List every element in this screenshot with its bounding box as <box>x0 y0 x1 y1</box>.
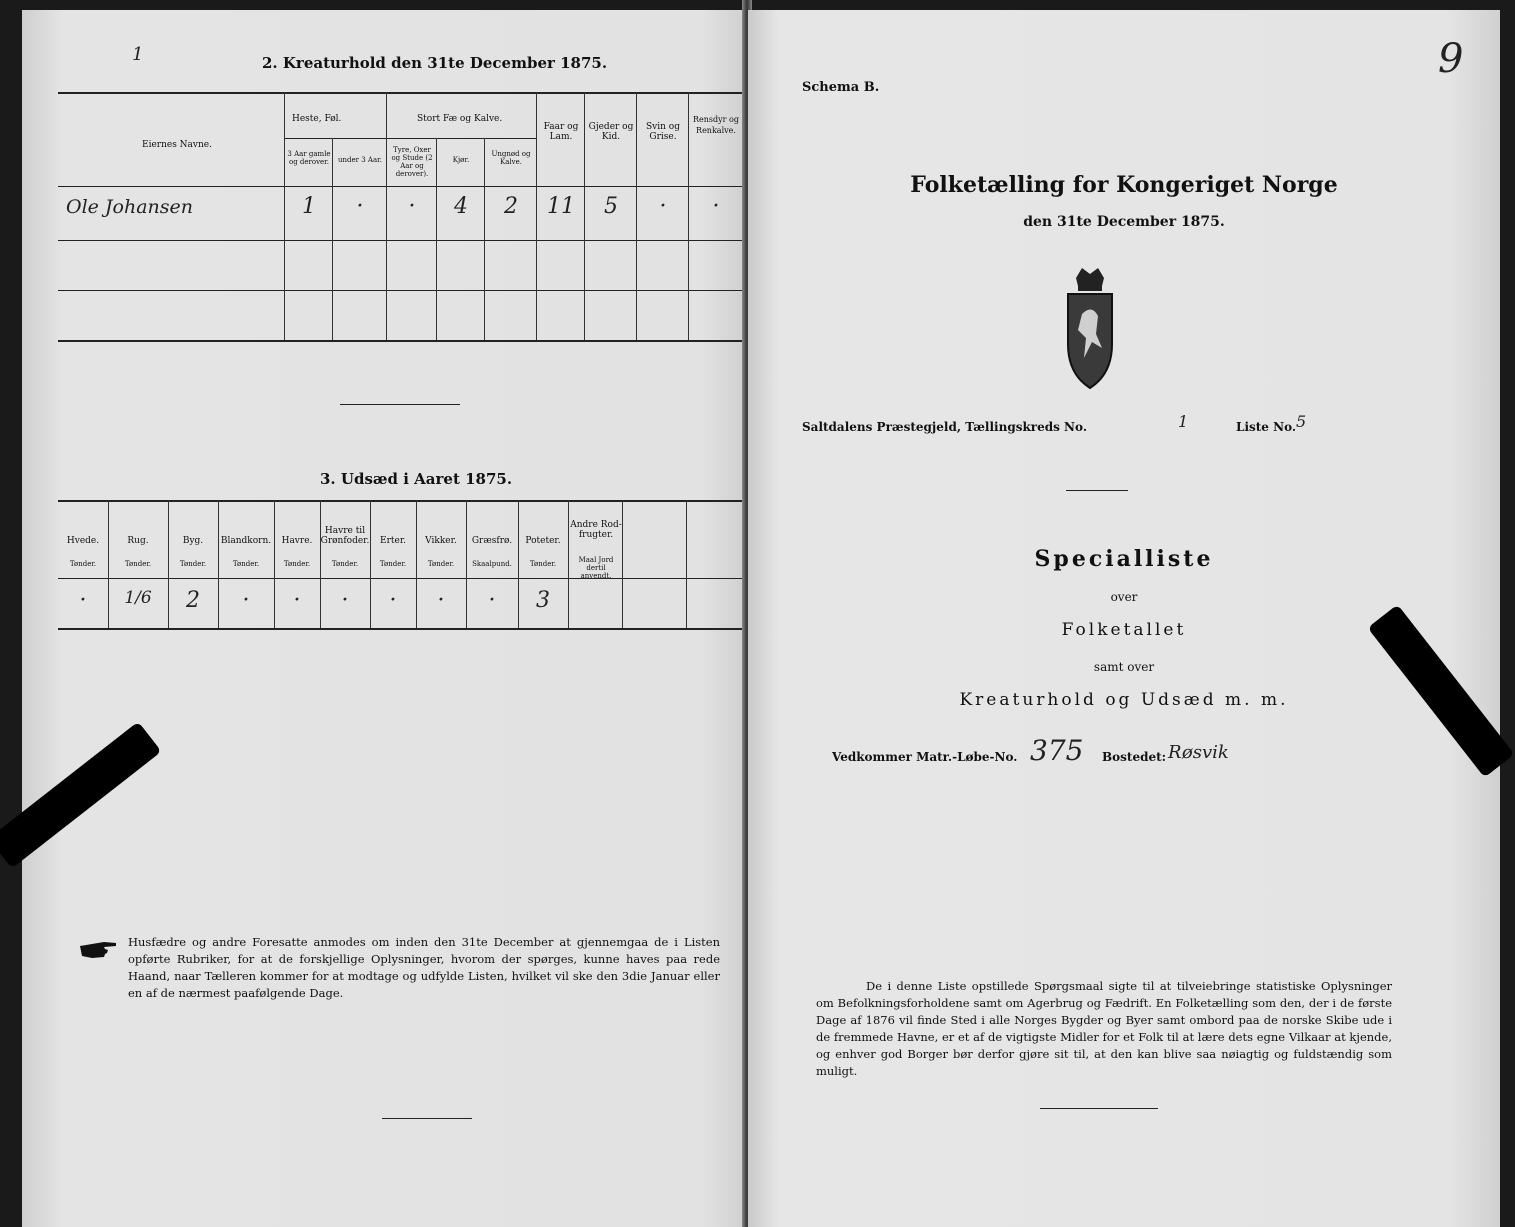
other-roots-unit: Maal Jord dertil anvendt. <box>578 556 614 580</box>
potatoes-header: Poteter. <box>525 536 561 546</box>
wheat-unit: Tønder. <box>69 560 97 568</box>
bottom-separator-line <box>382 1118 472 1119</box>
rye-header: Rug. <box>127 536 149 546</box>
grass-seed-header: Græsfrø. <box>471 536 513 546</box>
norway-coat-of-arms-icon <box>1062 264 1118 398</box>
horses-header: Heste, Føl. <box>292 114 342 124</box>
grass-seed-value: · <box>488 588 496 613</box>
horses-sub2-header: under 3 Aar. <box>338 156 382 164</box>
samt-over-text: samt over <box>1093 660 1155 674</box>
page-number: 9 <box>1438 36 1464 82</box>
cattle-sub1-header: Tyre, Oxer og Stude (2 Aar og derover). <box>391 146 433 178</box>
owner-name-value: Ole Johansen <box>66 196 194 218</box>
oats-unit: Tønder. <box>283 560 311 568</box>
oats-value: · <box>293 588 301 613</box>
vetch-value: · <box>437 588 445 613</box>
page-marker: 1 <box>132 44 144 65</box>
green-oats-header: Havre til Grønfoder. <box>320 526 370 546</box>
separator-line <box>340 404 460 405</box>
rye-unit: Tønder. <box>124 560 152 568</box>
purpose-paragraph: De i denne Liste opstillede Spørgsmaal sigte til at tilveiebringe statistiske Oplysninger om Befolkningsforholdene samt om Agerbrug og Fædrift. En Folketælling som den, der i de første Dage af 1876 vil finde Sted i alle Norges Bygder og Byer samt ombord paa de norske Skibe ude i de fremmede Havne, er et af de vigtigste Midler for et Folk til at lære dets egne Vilkaar at kjende, og enhver god Borger bør derfor gjøre sit til, at den kan blive saa nøiagtig og fuldstændig som muligt. <box>816 979 1392 1078</box>
other-roots-header: Andre Rod-frugter. <box>570 520 622 540</box>
reindeer-header: Rensdyr og Renkalve. <box>693 115 739 135</box>
left-page <box>22 10 748 1227</box>
owner-header: Eiernes Navne. <box>142 140 212 150</box>
livestock-value-4: 4 <box>454 194 468 219</box>
pointing-hand-icon <box>78 938 120 966</box>
over-text: over <box>1110 590 1138 604</box>
barley-header: Byg. <box>182 536 204 546</box>
cattle-header: Stort Fæ og Kalve. <box>417 114 503 124</box>
wheat-header: Hvede. <box>66 536 100 546</box>
vetch-header: Vikker. <box>425 536 457 546</box>
section2-title: 2. Kreaturhold den 31te December 1875. <box>262 54 608 72</box>
barley-value: 2 <box>186 588 200 613</box>
matr-value: 375 <box>1030 734 1084 767</box>
wheat-value: · <box>79 588 87 613</box>
bosted-value: Røsvik <box>1168 742 1229 763</box>
cattle-sub2-header: Kjør. <box>452 156 470 164</box>
mixed-grain-header: Blandkorn. <box>220 536 272 546</box>
district-label: Saltdalens Præstegjeld, Tællingskreds No. <box>802 420 1087 434</box>
grass-seed-unit: Skaalpund. <box>472 560 512 568</box>
vetch-unit: Tønder. <box>427 560 455 568</box>
green-oats-value: · <box>341 588 349 613</box>
kreaturhold-text: Kreaturhold og Udsæd m. m. <box>959 690 1289 710</box>
livestock-value-7: 5 <box>604 194 618 219</box>
specialliste-heading: Specialliste <box>1034 546 1214 572</box>
cattle-sub3-header: Ungnød og Kalve. <box>491 150 531 166</box>
peas-unit: Tønder. <box>379 560 407 568</box>
barley-unit: Tønder. <box>179 560 207 568</box>
footer-separator-line <box>1040 1108 1158 1109</box>
list-value: 5 <box>1296 412 1307 431</box>
section3-title: 3. Udsæd i Aaret 1875. <box>320 470 513 488</box>
pigs-header: Svin og Grise. <box>646 122 680 142</box>
green-oats-unit: Tønder. <box>331 560 359 568</box>
livestock-value-3: · <box>408 194 416 219</box>
peas-header: Erter. <box>380 536 406 546</box>
census-title: Folketælling for Kongeriget Norge <box>910 172 1338 198</box>
district-value: 1 <box>1178 412 1189 431</box>
livestock-value-2: · <box>356 194 364 219</box>
matr-label: Vedkommer Matr.-Løbe-No. <box>832 750 1018 764</box>
peas-value: · <box>389 588 397 613</box>
title-separator-line <box>1066 490 1128 491</box>
livestock-value-9: · <box>712 194 720 219</box>
goats-header: Gjeder og Kid. <box>588 122 634 142</box>
livestock-value-8: · <box>659 194 667 219</box>
sheep-header: Faar og Lam. <box>543 122 579 142</box>
oats-header: Havre. <box>281 536 313 546</box>
potatoes-value: 3 <box>536 588 550 613</box>
potatoes-unit: Tønder. <box>529 560 557 568</box>
mixed-grain-unit: Tønder. <box>232 560 260 568</box>
mixed-grain-value: · <box>242 588 250 613</box>
folketallet-text: Folketallet <box>1061 620 1187 640</box>
rye-value: 1/6 <box>124 588 152 608</box>
horses-sub1-header: 3 Aar gamle og derover. <box>287 150 331 166</box>
livestock-value-1: 1 <box>302 194 316 219</box>
livestock-value-5: 2 <box>504 194 518 219</box>
list-label: Liste No. <box>1236 420 1297 434</box>
instructions-notice: Husfædre og andre Foresatte anmodes om inden den 31te December at gjennemgaa de i Listen opførte Rubriker, for at de forskjellige Oplysninger, hvorom der spørges, kunne haves paa rede Haand, naar Tælleren kommer for at modtage og udfylde Listen, hvilket vil ske den 3die Januar eller en af de nærmest paafølgende Dage. <box>128 935 720 1000</box>
schema-label: Schema B. <box>802 80 880 95</box>
bosted-label: Bostedet: <box>1102 750 1167 764</box>
livestock-value-6: 11 <box>547 194 575 219</box>
census-date: den 31te December 1875. <box>1023 214 1225 230</box>
